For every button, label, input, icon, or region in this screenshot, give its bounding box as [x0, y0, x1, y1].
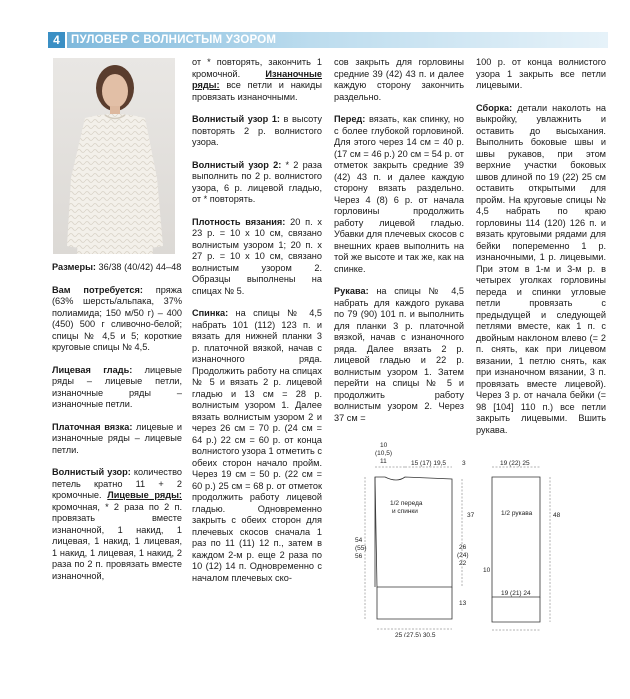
assembly-paragraph — [476, 103, 606, 437]
length-label-2: (55) — [355, 545, 367, 552]
sweater-photo — [53, 58, 175, 254]
sleeve-label: Рукава: — [334, 286, 369, 296]
schematic-svg — [355, 437, 580, 637]
sleeve-top-label: 19 (22) 25 — [500, 460, 530, 467]
bottom-width-label: 25 (27,5) 30,5 — [395, 632, 436, 637]
sleeve-cont: 100 р. от конца волнистого узора 1 закрыть все петли лицевыми. — [476, 57, 606, 90]
back-value: на спицы № 4,5 набрать 101 (112) 123 п. и вязать для нижней планки 3 р. платочной вязкой, начав с изнаночного ряда. Продолжить работу на спицах № 5 и вязать 2 р. лицевой гладью и 13 см = 28 р. волнистым узором 1. Далее вязать волнистым узором 2 и через 26 см = 70 р. (24 см = 64 р.) 22 см = 60 р. от конца волнистого узора 1 отметить с обеих сторон начало пройм. Через 19 см = 50 р. (22 см = 60 р.) 25 см = 68 р. от отметок продолжить работу лицевой гладью. Одновременно закрыть с обеих сторон для плечевых скосов сначала 1 раз по 11 (11) 12 п., затем в каждом 2-м р. еще 2 раза по 10 (12) 14 п. Одновременно с началом плечевых ско- — [192, 308, 322, 583]
purl-rows-label: Изнаночные ряды: — [192, 68, 322, 90]
sizes-paragraph — [52, 262, 182, 274]
sleeve-outline — [492, 477, 540, 597]
side-label-1: 26 — [459, 544, 467, 551]
sleeve-cuff-height-label: 10 — [483, 567, 491, 574]
gauge-value: 20 п. x 23 р. = 10 x 10 см, связано волнистым узором 1; 20 п. x 27 р. = 10 x 10 см, связано волнистым узором 2. Образцы выполнены на спицах № 5. — [192, 216, 322, 296]
gauge-label: Плотность вязания: — [192, 216, 286, 227]
back-paragraph — [192, 308, 322, 584]
sleeve-cuff-outline — [492, 597, 540, 622]
wavy-value: количество петель кратно 11 + 2 кромочные. — [52, 467, 182, 500]
title-bar — [67, 32, 608, 48]
materials-paragraph — [52, 285, 182, 354]
wavy-cont-paragraph — [192, 57, 322, 103]
wavy2-label: Волнистый узор 2: — [192, 159, 282, 170]
wavy1-value: в высоту повторять 2 р. волнистого узора. — [192, 114, 322, 147]
materials-label: Вам потребуется: — [52, 284, 143, 295]
back-label: Спинка: — [192, 308, 229, 318]
neck-top-label: 10 — [380, 442, 388, 449]
sleeve-cont-paragraph — [476, 57, 606, 92]
sleeve-bottom-label: 19 (21) 24 — [501, 590, 531, 597]
sizes-value: 36/38 (40/42) 44–48 — [96, 262, 182, 272]
article-number: 4 — [48, 32, 65, 48]
armhole-depth-label: 37 — [467, 512, 475, 519]
column-2 — [192, 57, 322, 595]
column-1 — [52, 262, 182, 593]
hem-label: 13 — [459, 600, 467, 607]
wavy1-paragraph — [192, 114, 322, 149]
assembly-label: Сборка: — [476, 102, 513, 113]
back-cont-paragraph — [334, 57, 464, 103]
front-paragraph — [334, 114, 464, 275]
stockinette-label: Лицевая гладь: — [52, 364, 133, 375]
wavy1-label: Волнистый узор 1: — [192, 114, 280, 124]
stockinette-value: лицевые ряды – лицевые петли, изнаночные ряды – изнаночные петли. — [52, 364, 182, 409]
sleeve-paragraph — [334, 286, 464, 424]
neck-top-label-2: (10,5) — [375, 450, 392, 457]
body-outline — [375, 477, 452, 587]
article-header — [48, 32, 608, 48]
stockinette-paragraph — [52, 365, 182, 411]
garter-paragraph — [52, 422, 182, 457]
wavy2-value: * 2 раза выполнить по 2 р. волнистого узора, 6 р. лицевой гладью, от * повторять. — [192, 159, 323, 204]
gauge-paragraph — [192, 217, 322, 298]
wavy2-paragraph — [192, 160, 322, 206]
front-label: Перед: — [334, 114, 366, 124]
wavy-rows-label: Лицевые ряды: — [107, 490, 182, 500]
sizes-label: Размеры: — [52, 262, 96, 272]
pattern-schematic — [355, 437, 580, 637]
model-illustration — [53, 58, 175, 254]
purl-rows-value: все петли и накиды провязать изнаночными. — [192, 80, 322, 102]
column-3 — [334, 57, 464, 435]
side-label-3: 22 — [459, 560, 467, 567]
garter-value: лицевые и изнаночные ряды – лицевые петли. — [52, 421, 182, 455]
garter-label: Платочная вязка: — [52, 421, 133, 432]
shoulder-label: 15 (17) 19,5 — [411, 460, 447, 467]
body-label-1: 1/2 переда — [390, 500, 423, 507]
wavy-cont: от * повторять, закончить 1 кромочной. — [192, 57, 322, 79]
side-label-2: (24) — [457, 552, 469, 559]
neck-top-label-3: 11 — [380, 458, 387, 465]
article-title: ПУЛОВЕР С ВОЛНИСТЫМ УЗОРОМ — [71, 34, 277, 46]
body-hem-outline — [377, 587, 452, 619]
sleeve-label: 1/2 рукава — [501, 510, 533, 517]
length-label-3: 56 — [355, 553, 363, 560]
front-value: вязать, как спинку, но с более глубокой горловиной. Для этого через 14 см = 40 р. (17 см = 46 р.) 20 см = 54 р. от отметок закрыть средние 39 (42) 43 п. и далее каждую сторону вязать раздельно. Через 4 (8) 6 р. от начала горловины продолжить работу лицевой гладью. Убавки для плечевых скосов с внешних краев выполнить на той же высоте и так же, как на спинке. — [334, 114, 464, 274]
neck-depth-label: 3 — [462, 460, 466, 467]
back-cont: сов закрыть для горловины средние 39 (42) 43 п. и далее каждую сторону закончить раздельно. — [334, 57, 464, 102]
length-label-1: 54 — [355, 537, 363, 544]
body-label-2: и спинки — [392, 508, 418, 515]
sleeve-length-label: 48 — [553, 512, 561, 519]
sleeve-value: на спицы № 4,5 набрать для каждого рукава по 79 (90) 101 п. и выполнить для планки 3 р. платочной вязкой, начав с изнаночного ряда. Далее вязать 2 р. лицевой гладью и 22 р. волнистым узором 1. Затем перейти на спицы № 5 и продолжить работу волнистым узором 2. Через 37 см = — [334, 286, 464, 423]
wavy-rows-value: кромочная, * 2 раза по 2 п. провязать вместе изнаночной, 1 накид, 1 лицевая, 1 накид, 1 лицевая, 1 накид, 1 лицевая, 1 накид, 2 раза по 2 п. провязать вместе изнаночной, — [52, 501, 182, 581]
column-4 — [476, 57, 606, 447]
materials-value: пряжа (63% шерсть/альпака, 37% полиамида; 150 м/50 г) – 400 (450) 500 г сливочно-белой; спицы № 4,5 и 5; короткие круговые спицы № 4,5. — [52, 284, 182, 352]
assembly-value: детали наколоть на выкройку, увлажнить и оставить до высыхания. Выполнить боковые швы и швы рукавов, при этом верхние участки боковых швов длиной по 19 (22) 25 см оставить открытыми для пройм. На круговые спицы № 4,5 набрать по краю горловины 114 (120) 126 п. и вязать круговыми рядами для бейки попеременно 1 р. изнаночными, 1 р. лицевыми. При этом в 1-м и 3-м р. в четырех уголках горловины переда и спинки угловые петли провязать с предыдущей и следующей петлями вместе, как 1 п. с двойным наклоном влево (= 2 п. снять, как при лицевом вязании, 1 петлю снять, как при изнаночном вязании, 3 п. провязать вместе лицевой). Через 3 р. от начала бейки (= 98 [104] 110 п.) все петли закрыть лицевыми. Вшить рукава. — [476, 102, 606, 435]
wavy-label: Волнистый узор: — [52, 467, 131, 477]
wavy-paragraph — [52, 467, 182, 582]
